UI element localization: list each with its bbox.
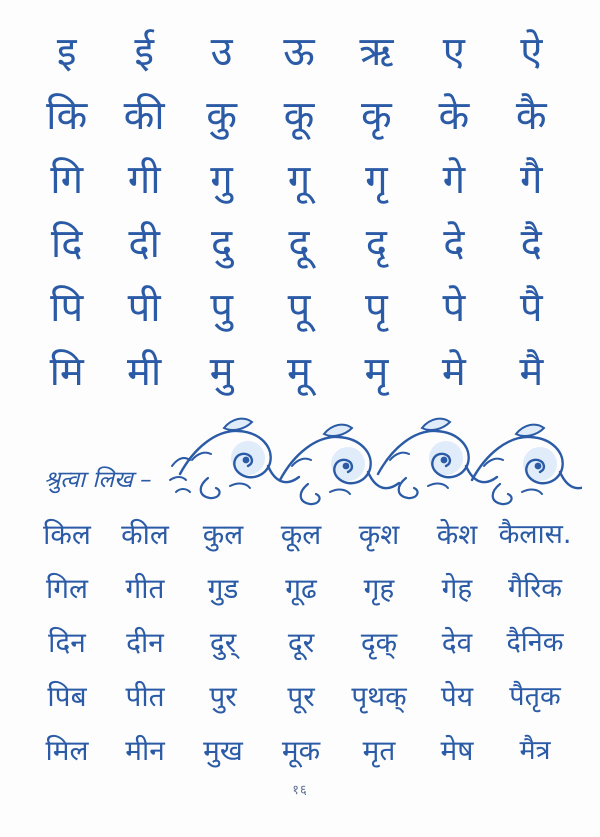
word-cell: मीन: [125, 734, 165, 767]
letter-cell: पू: [287, 285, 311, 331]
letter-cell: मै: [519, 349, 544, 395]
letter-cell: गि: [50, 157, 84, 203]
letter-row: [28, 212, 570, 276]
letter-cell: गू: [287, 157, 311, 203]
letter-cell: दै: [520, 221, 542, 267]
word-cell: पृथक्: [351, 680, 407, 713]
letter-cell: मू: [287, 349, 311, 395]
word-cell: दृक्: [360, 626, 398, 659]
letter-cell: कि: [46, 93, 88, 139]
letter-cell: मे: [441, 349, 466, 395]
word-cell: दैनिक: [506, 627, 564, 658]
instruction-label: श्रुत्वा लिख –: [44, 467, 152, 493]
word-cell: पूर: [287, 680, 315, 713]
letter-cell: कू: [283, 93, 315, 139]
letter-cell: गे: [442, 157, 466, 203]
letter-cell: पी: [127, 285, 161, 331]
matra-practice-grid: [28, 20, 570, 404]
letter-cell: मु: [209, 349, 234, 395]
word-row: [28, 508, 574, 562]
word-cell: पैतृक: [509, 681, 561, 712]
word-cell: दिन: [48, 626, 86, 659]
word-cell: कूल: [280, 518, 322, 551]
letter-cell: गी: [127, 157, 161, 203]
letter-cell: दु: [210, 221, 233, 267]
word-cell: गैरिक: [508, 573, 562, 604]
letter-cell: ऐ: [520, 29, 543, 75]
page-number: १६: [292, 783, 308, 798]
word-cell: मूक: [281, 734, 321, 767]
letter-cell: के: [438, 93, 470, 139]
word-row: [28, 616, 574, 670]
letter-cell: दी: [128, 221, 160, 267]
word-cell: कृश: [358, 518, 400, 551]
letter-cell: मी: [126, 349, 162, 395]
letter-cell: दे: [443, 221, 465, 267]
letter-row: [28, 20, 570, 84]
word-cell: गीत: [125, 572, 165, 605]
word-practice-grid: [28, 508, 574, 778]
letter-cell: पै: [519, 285, 543, 331]
word-cell: गूढ: [285, 572, 317, 605]
word-cell: दूर: [287, 626, 315, 659]
word-row: [28, 562, 574, 616]
word-cell: दीन: [126, 626, 164, 659]
letter-cell: ऋ: [359, 29, 394, 75]
word-cell: किल: [43, 518, 91, 551]
word-cell: दुर्: [209, 626, 237, 659]
letter-cell: मृ: [364, 349, 389, 395]
word-cell: गिल: [45, 572, 88, 605]
word-cell: मिल: [45, 734, 89, 767]
letter-cell: गृ: [365, 157, 388, 203]
letter-row: [28, 340, 570, 404]
letter-cell: कृ: [361, 93, 392, 139]
letter-cell: कु: [206, 93, 237, 139]
letter-cell: गै: [520, 157, 543, 203]
letter-cell: गु: [210, 157, 233, 203]
word-row: [28, 724, 574, 778]
letter-cell: दृ: [365, 221, 388, 267]
word-row: [28, 670, 574, 724]
letter-cell: ए: [442, 29, 465, 75]
letter-cell: उ: [210, 29, 233, 75]
word-cell: पिब: [47, 680, 87, 713]
word-cell: केश: [436, 518, 478, 551]
word-cell: मैत्र: [519, 735, 551, 766]
word-cell: मुख: [203, 734, 243, 767]
letter-cell: इ: [56, 29, 77, 75]
word-cell: गृह: [363, 572, 395, 605]
word-cell: पेय: [440, 680, 474, 713]
letter-cell: दि: [50, 221, 83, 267]
word-cell: देव: [441, 626, 473, 659]
letter-cell: ई: [134, 29, 154, 75]
word-cell: मेष: [440, 734, 474, 767]
word-cell: गुड: [207, 572, 239, 605]
word-cell: गेह: [441, 572, 473, 605]
letter-cell: ऊ: [283, 29, 315, 75]
word-cell: पुर: [209, 680, 237, 713]
letter-cell: दू: [288, 221, 310, 267]
letter-cell: कै: [515, 93, 547, 139]
letter-cell: पु: [210, 285, 233, 331]
word-cell: कुल: [202, 518, 244, 551]
letter-cell: पे: [442, 285, 466, 331]
letter-cell: पि: [50, 285, 84, 331]
floral-scroll-ornament-icon: [166, 414, 582, 506]
word-cell: पीत: [125, 680, 165, 713]
word-cell: कैलास.: [498, 519, 572, 550]
letter-cell: मि: [49, 349, 84, 395]
letter-row: [28, 148, 570, 212]
word-cell: कील: [121, 518, 169, 551]
letter-cell: की: [123, 93, 165, 139]
letter-row: [28, 276, 570, 340]
letter-row: [28, 84, 570, 148]
letter-cell: पृ: [365, 285, 388, 331]
word-cell: मृत: [362, 734, 396, 767]
